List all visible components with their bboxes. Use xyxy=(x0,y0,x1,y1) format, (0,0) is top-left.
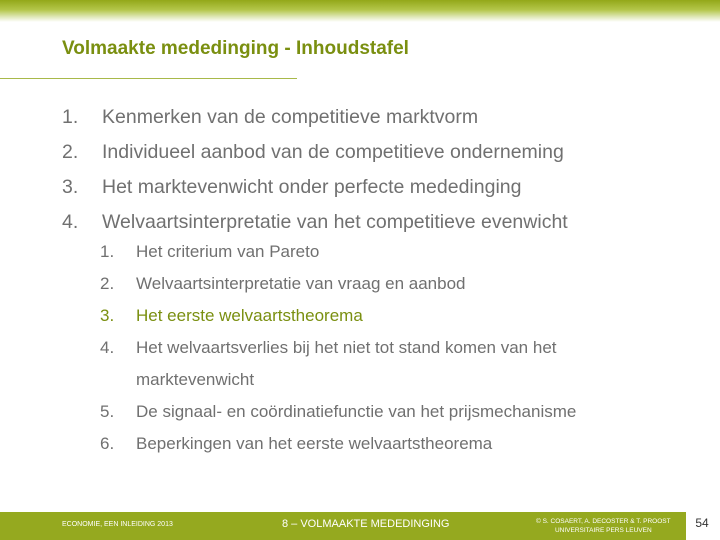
sub-item-label: Het eerste welvaartstheorema xyxy=(136,306,363,325)
page-title: Volmaakte mededinging - Inhoudstafel xyxy=(62,38,409,59)
sub-item-number: 5. xyxy=(100,402,115,421)
sub-item-label: Welvaartsinterpretatie van vraag en aanbod xyxy=(136,274,466,293)
item-label: Kenmerken van de competitieve marktvorm xyxy=(102,106,479,128)
item-label: Individueel aanbod van de competitieve onderneming xyxy=(102,141,564,163)
title-underline xyxy=(0,78,297,79)
sub-item-number: 4. xyxy=(100,338,115,357)
sub-list-item xyxy=(100,332,700,396)
sub-item-label: Het criterium van Pareto xyxy=(136,242,320,261)
sub-list xyxy=(100,236,700,460)
list-item xyxy=(62,100,702,135)
footer-copyright-publisher: UNIVERSITAIRE PERS LEUVEN xyxy=(554,527,652,534)
sub-item-label: Het welvaartsverlies bij het niet tot stand komen van het marktevenwicht xyxy=(136,338,557,389)
top-gradient-band xyxy=(0,0,720,22)
footer-copyright-authors: © S. COSAERT, A. DECOSTER & T. PROOST xyxy=(536,518,671,525)
main-list xyxy=(62,100,702,240)
sub-item-number: 6. xyxy=(100,434,115,453)
sub-list-item xyxy=(100,236,700,268)
sub-list-item xyxy=(100,268,700,300)
item-label: Het marktevenwicht onder perfecte mededinging xyxy=(102,176,522,198)
item-number: 2. xyxy=(62,141,79,163)
sub-list-item xyxy=(100,428,700,460)
sub-item-number: 2. xyxy=(100,274,115,293)
footer-chapter-title: 8 – VOLMAAKTE MEDEDINGING xyxy=(282,518,450,530)
list-item xyxy=(62,135,702,170)
sub-item-number: 3. xyxy=(100,306,115,325)
list-item xyxy=(62,205,702,240)
footer-copyright xyxy=(536,517,671,535)
item-number: 1. xyxy=(62,106,79,128)
list-item xyxy=(62,170,702,205)
item-label: Welvaartsinterpretatie van het competitieve evenwicht xyxy=(102,211,568,233)
sub-item-label: De signaal- en coördinatiefunctie van het prijsmechanisme xyxy=(136,402,577,421)
item-number: 3. xyxy=(62,176,79,198)
sub-item-label: Beperkingen van het eerste welvaartstheorema xyxy=(136,434,493,453)
footer-course-name: ECONOMIE, EEN INLEIDING 2013 xyxy=(62,521,173,528)
sub-list-item xyxy=(100,396,700,428)
page-number: 54 xyxy=(695,516,709,530)
sub-list-item-current xyxy=(100,300,700,332)
sub-item-number: 1. xyxy=(100,242,115,261)
item-number: 4. xyxy=(62,211,79,233)
